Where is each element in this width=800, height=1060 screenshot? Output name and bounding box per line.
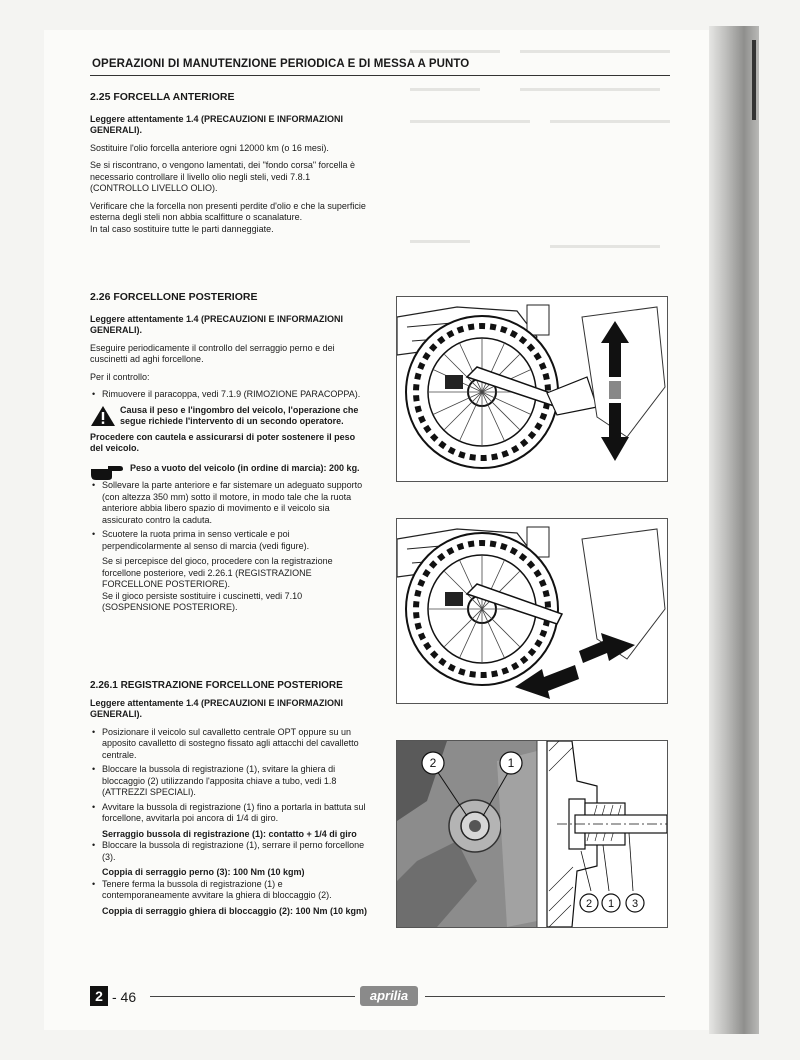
bullet-list bbox=[90, 879, 368, 902]
paragraph: Eseguire periodicamente il controllo del serraggio perno e dei cuscinetti ad aghi forcellone. bbox=[90, 342, 335, 364]
swingarm-adjustment-illustration bbox=[397, 741, 667, 927]
indented-text: Se si percepisce del gioco, procedere con la registrazione forcellone posteriore, vedi 2.26.1 (REGISTRAZIONE FORCELLONE POSTERIORE). bbox=[102, 556, 333, 589]
bullet-list bbox=[90, 480, 368, 552]
paragraph: Se si riscontrano, o vengono lamentati, dei "fondo corsa" forcella è necessario controllare il livello olio negli steli, vedi 7.8.1 (CONTROLLO LIVELLO OLIO). bbox=[90, 160, 356, 193]
list-item: • Bloccare la bussola di registrazione (1), serrare il perno forcellone (3). bbox=[90, 840, 368, 863]
list-item: • Avvitare la bussola di registrazione (1) fino a portarla in battuta sul forcellone, avvitarla poi ancora di 1/4 di giro. bbox=[90, 802, 368, 825]
warning-triangle-icon bbox=[90, 405, 116, 427]
figure-wheel-vertical-shake bbox=[396, 296, 668, 482]
wheel-vertical-illustration bbox=[397, 297, 667, 481]
page-edge-shadow bbox=[709, 26, 759, 1034]
torque-spec: Coppia di serraggio ghiera di bloccaggio (2): 100 Nm (10 kgm) bbox=[102, 905, 368, 916]
page-footer bbox=[90, 984, 665, 1008]
list-item: • Bloccare la bussola di registrazione (1), svitare la ghiera di bloccaggio (2) utilizzando l'apposita chiave a tubo, vedi 1.8 (ATTREZZI SPECIALI). bbox=[90, 764, 368, 799]
callout-label-3: 3 bbox=[631, 898, 639, 910]
section-heading: 2.25 FORCELLA ANTERIORE bbox=[90, 91, 235, 103]
footer-rule-right bbox=[425, 996, 665, 997]
callout-1-section bbox=[602, 894, 620, 912]
header-rule bbox=[90, 75, 670, 76]
paragraph: Per il controllo: bbox=[90, 371, 150, 382]
page-number: - 46 bbox=[112, 989, 137, 1005]
list-item: • Posizionare il veicolo sul cavalletto centrale OPT oppure su un apposito cavalletto di sostegno fissato agli attacchi del cavalletto centrale. bbox=[90, 727, 368, 762]
pointing-hand-icon bbox=[90, 463, 124, 481]
callout-label-2: 2 bbox=[429, 756, 437, 770]
list-item: • Rimuovere il paracoppa, vedi 7.1.9 (RIMOZIONE PARACOPPA). bbox=[90, 389, 368, 401]
callout-2-section bbox=[580, 894, 598, 912]
chapter-number: 2 bbox=[90, 986, 108, 1006]
page-edge-mark bbox=[752, 40, 756, 120]
footer-rule-left bbox=[150, 996, 355, 997]
callout-label-2b: 2 bbox=[585, 898, 593, 910]
callout-label-1b: 1 bbox=[607, 898, 615, 910]
read-notice: Leggere attentamente 1.4 (PRECAUZIONI E INFORMAZIONI GENERALI). bbox=[90, 113, 344, 135]
bullet-list bbox=[90, 727, 368, 825]
torque-spec: Coppia di serraggio perno (3): 100 Nm (10 kgm) bbox=[102, 867, 305, 877]
warning-text: Causa il peso e l'ingombro del veicolo, l'operazione che segue richiede l'intervento di un secondo operatore. bbox=[120, 404, 359, 426]
note-text: Peso a vuoto del veicolo (in ordine di marcia): 200 kg. bbox=[130, 462, 360, 473]
note-block bbox=[90, 463, 368, 475]
indented-text: Se il gioco persiste sostituire i cuscinetti, vedi 7.10 (SOSPENSIONE POSTERIORE). bbox=[102, 590, 303, 612]
read-notice: Leggere attentamente 1.4 (PRECAUZIONI E INFORMAZIONI GENERALI). bbox=[90, 697, 344, 719]
callout-2 bbox=[422, 752, 444, 774]
paragraph: In tal caso sostituire tutte le parti danneggiate. bbox=[90, 223, 274, 234]
list-item: • Tenere ferma la bussola di registrazione (1) e contemporaneamente avvitare la ghiera di bloccaggio (2). bbox=[90, 879, 368, 902]
callout-1 bbox=[500, 752, 522, 774]
bullet-list bbox=[90, 389, 368, 401]
callout-3-section bbox=[626, 894, 644, 912]
callout-label-1: 1 bbox=[507, 756, 515, 770]
list-item: • Scuotere la ruota prima in senso verticale e poi perpendicolarmente al senso di marcia (vedi figure). bbox=[90, 529, 368, 552]
brand-logo: aprilia bbox=[360, 986, 418, 1006]
wheel-lateral-illustration bbox=[397, 519, 667, 703]
paragraph: Sostituire l'olio forcella anteriore ogni 12000 km (o 16 mesi). bbox=[90, 142, 329, 153]
section-heading: 2.26.1 REGISTRAZIONE FORCELLONE POSTERIORE bbox=[90, 680, 343, 691]
section-2-25 bbox=[90, 92, 368, 241]
read-notice: Leggere attentamente 1.4 (PRECAUZIONI E INFORMAZIONI GENERALI). bbox=[90, 313, 344, 335]
running-header: OPERAZIONI DI MANUTENZIONE PERIODICA E DI MESSA A PUNTO bbox=[92, 57, 470, 71]
warning-text-2: Procedere con cautela e assicurarsi di poter sostenere il peso del veicolo. bbox=[90, 431, 356, 453]
section-2-26 bbox=[90, 292, 368, 614]
section-2-26-1 bbox=[90, 680, 368, 917]
figure-wheel-lateral-shake bbox=[396, 518, 668, 704]
torque-spec: Serraggio bussola di registrazione (1): contatto + 1/4 di giro bbox=[102, 828, 357, 839]
figure-swingarm-adjustment bbox=[396, 740, 668, 928]
bullet-list bbox=[90, 840, 368, 863]
section-heading: 2.26 FORCELLONE POSTERIORE bbox=[90, 291, 258, 303]
warning-block bbox=[90, 405, 368, 428]
paragraph: Verificare che la forcella non presenti perdite d'olio e che la superficie esterna degli steli non abbia scalfitture o scanalature. bbox=[90, 200, 366, 222]
list-item: • Sollevare la parte anteriore e far sistemare un adeguato supporto (con altezza 350 mm) sotto il motore, in modo tale che la ruota anteriore abbia libero spazio di movimento e il veicolo sia assicurato contro la caduta. bbox=[90, 480, 368, 526]
